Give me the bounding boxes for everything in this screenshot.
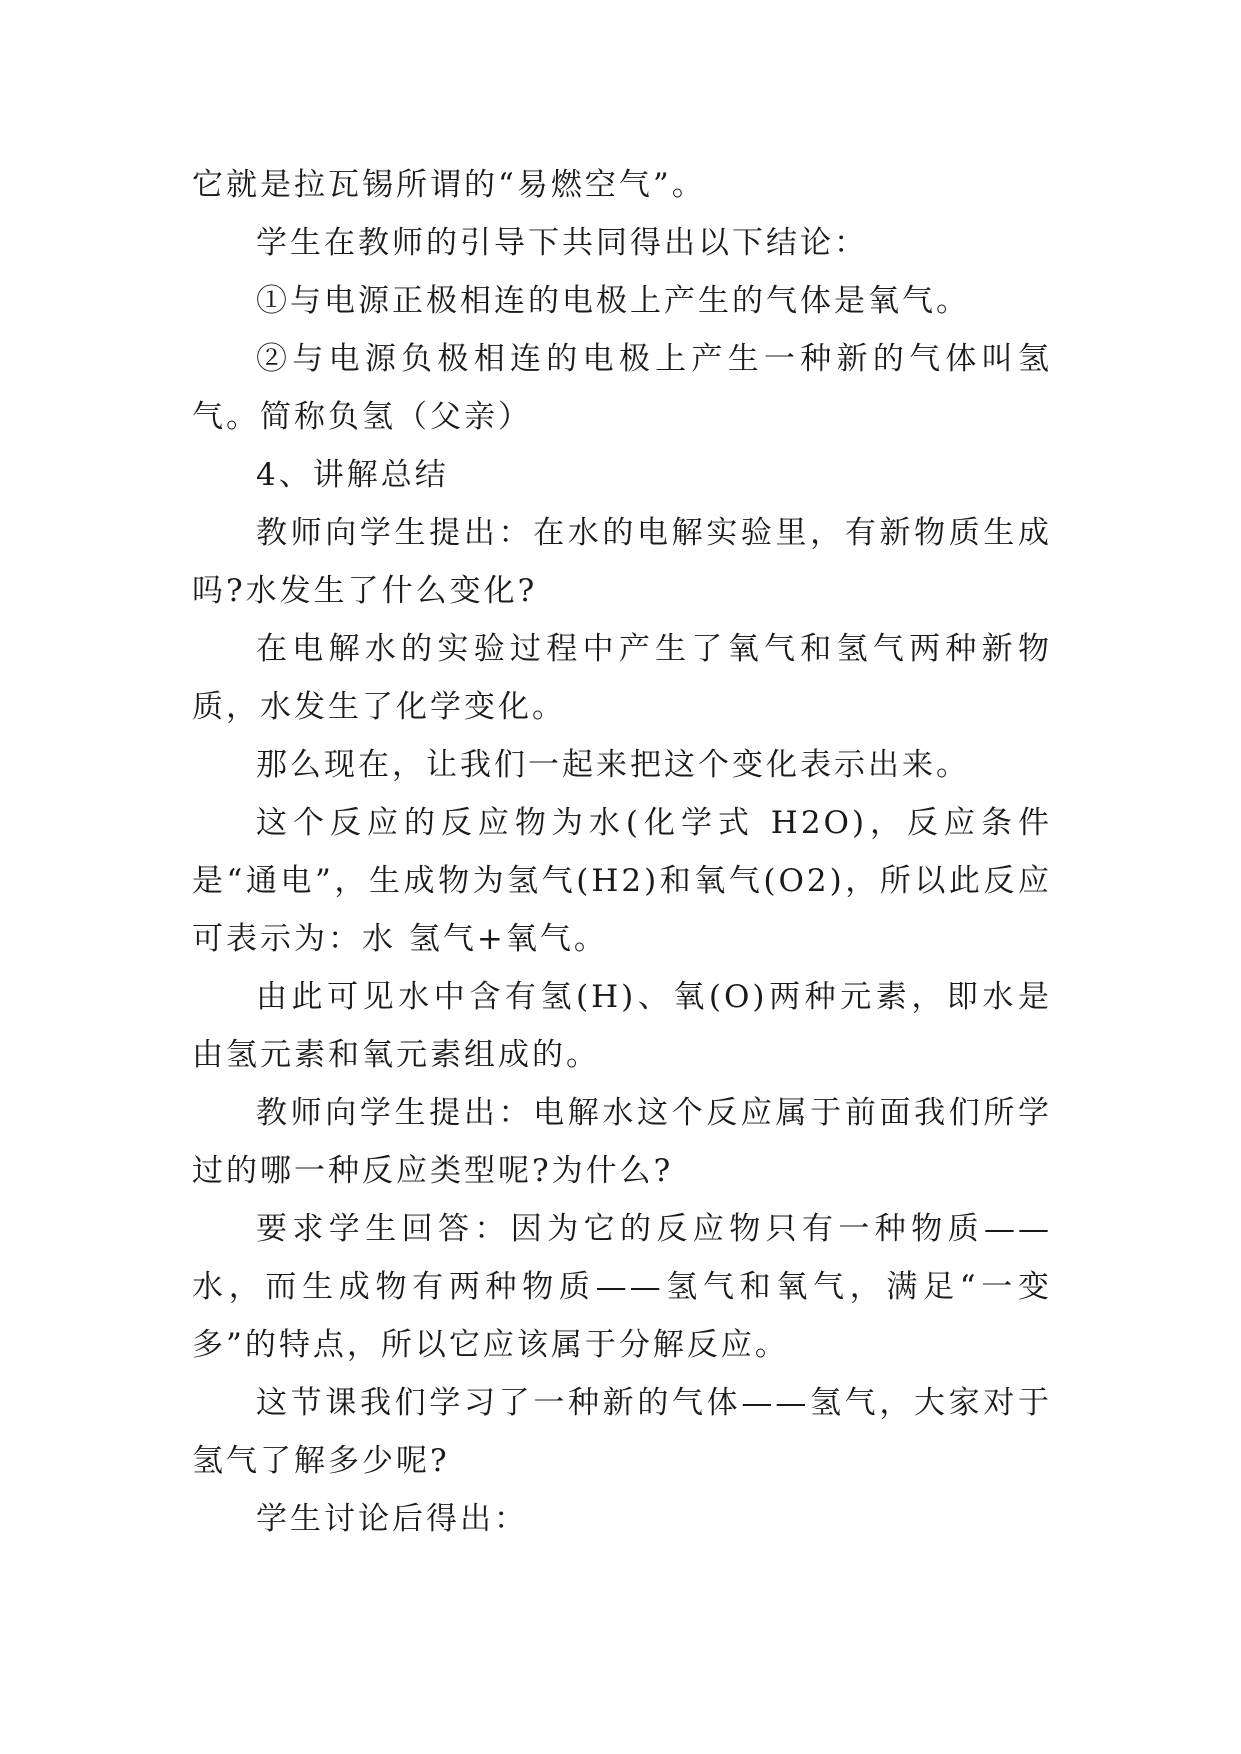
section-heading: 4、讲解总结 [256, 457, 449, 493]
paragraph: 在电解水的实验过程中产生了氧气和氢气两种新物质，水发生了化学变化。 [192, 631, 1052, 725]
paragraph: 要求学生回答：因为它的反应物只有一种物质——水，而生成物有两种物质——氢气和氧气，满足“一变多”的特点，所以它应该属于分解反应。 [192, 1211, 1052, 1363]
paragraph: 学生讨论后得出： [256, 1501, 528, 1537]
paragraph: 由此可见水中含有氢(H)、氧(O)两种元素，即水是由氢元素和氧元素组成的。 [192, 979, 1052, 1073]
paragraph-reaction: 这个反应的反应物为水(化学式 H2O)，反应条件是“通电”，生成物为氢气(H2)和氧气(O2)，所以此反应可表示为：水 氢气+氧气。 [192, 805, 1052, 957]
paragraph: 这节课我们学习了一种新的气体——氢气，大家对于氢气了解多少呢? [192, 1385, 1052, 1479]
paragraph: 教师向学生提出：在水的电解实验里，有新物质生成吗?水发生了什么变化? [192, 515, 1052, 609]
paragraph-conclusion-1: ①与电源正极相连的电极上产生的气体是氧气。 [256, 283, 970, 319]
document-body [192, 156, 1052, 1548]
paragraph: 学生在教师的引导下共同得出以下结论： [256, 225, 868, 261]
paragraph-conclusion-2: ②与电源负极相连的电极上产生一种新的气体叫氢气。简称负氢（父亲） [192, 341, 1052, 435]
paragraph-continuation: 它就是拉瓦锡所谓的“易燃空气”。 [192, 167, 706, 203]
paragraph: 那么现在，让我们一起来把这个变化表示出来。 [256, 747, 970, 783]
paragraph: 教师向学生提出：电解水这个反应属于前面我们所学过的哪一种反应类型呢?为什么? [192, 1095, 1052, 1189]
